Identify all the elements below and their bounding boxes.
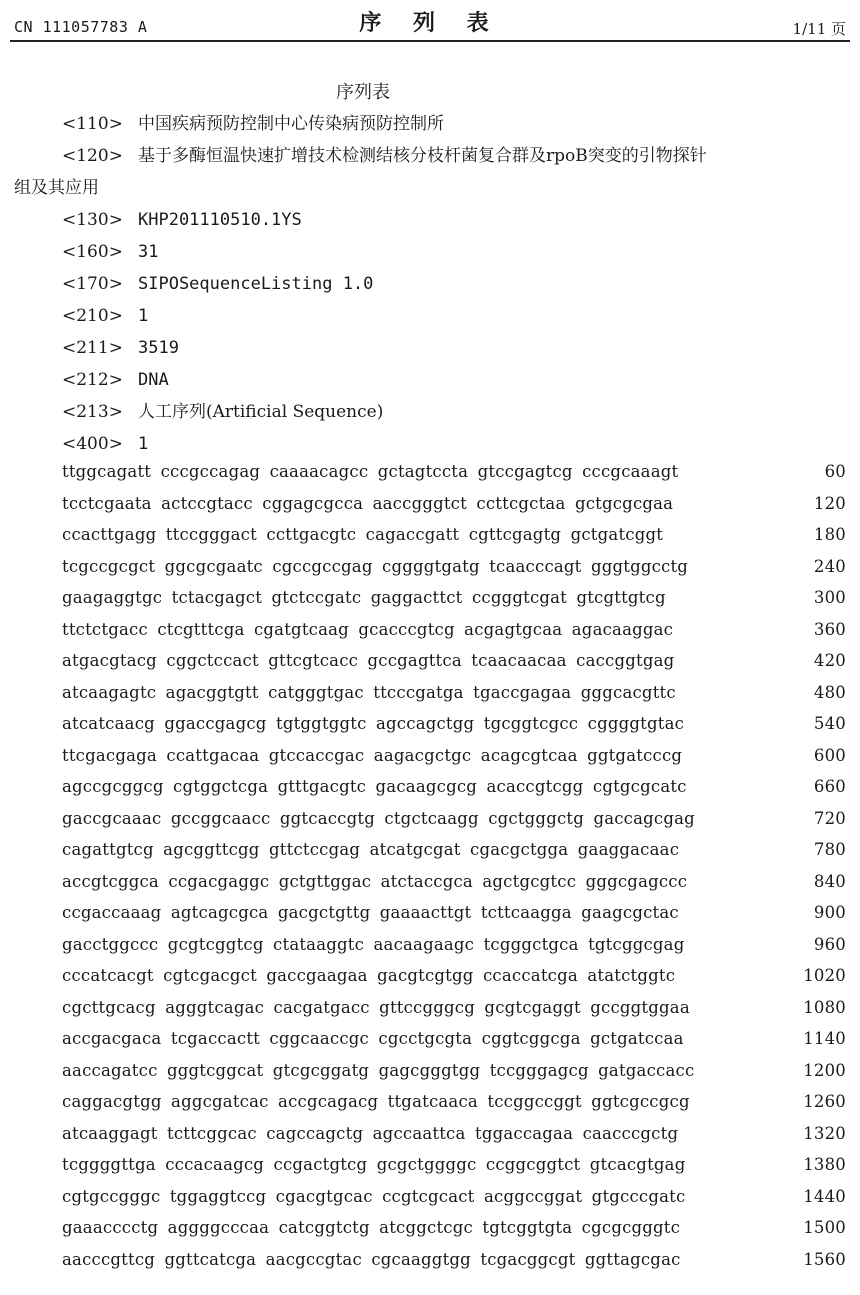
- sequence-position: 900: [813, 903, 846, 922]
- sequence-position: 1020: [803, 966, 846, 985]
- metadata-block: [0, 108, 860, 460]
- meta-tag: <211>: [62, 338, 123, 358]
- sequence-row: [62, 1181, 846, 1213]
- sequence-bases: gaagaggtgc tctacgagct gtctccgatc gaggacttct ccgggtcgat gtcgttgtcg: [62, 588, 666, 607]
- sequence-position: 300: [813, 588, 846, 607]
- patent-number: CN 111057783 A: [14, 18, 148, 36]
- sequence-bases: cgcttgcacg agggtcagac cacgatgacc gttccgggcg gcgtcgaggt gccggtggaa: [62, 997, 690, 1017]
- sequence-bases: tcctcgaata actccgtacc cggagcgcca aaccgggtct ccttcgctaa gctgcgcgaa: [62, 493, 674, 513]
- sequence-row: [62, 488, 846, 520]
- meta-tag: <210>: [62, 306, 123, 326]
- header-title: 序 列 表: [359, 11, 501, 36]
- sequence-bases: atcatcaacg ggaccgagcg tgtggtggtc agccagctgg tgcggtcgcc cggggtgtac: [62, 714, 685, 733]
- sequence-row: [62, 960, 846, 992]
- sequence-row: [62, 519, 846, 551]
- sequence-bases: ccacttgagg ttccgggact ccttgacgtc cagaccgatt cgttcgagtg gctgatcggt: [62, 525, 664, 544]
- meta-value: 3519: [138, 338, 179, 358]
- meta-row-213: [0, 396, 860, 428]
- meta-value: 1: [138, 434, 149, 454]
- meta-row-160: [0, 236, 860, 268]
- sequence-block: [62, 456, 846, 1275]
- sequence-position: 1140: [803, 1029, 846, 1048]
- sequence-position: 420: [813, 651, 846, 670]
- meta-tag: <212>: [62, 370, 123, 390]
- document-title: 序列表: [336, 82, 390, 103]
- sequence-row: [62, 1086, 846, 1118]
- sequence-bases: aaccagatcc gggtcggcat gtcgcggatg gagcgggtgg tccgggagcg gatgaccacc: [62, 1060, 695, 1080]
- sequence-row: [62, 740, 846, 772]
- sequence-bases: cgtgccgggc tggaggtccg cgacgtgcac ccgtcgcact acggccggat gtgcccgatc: [62, 1186, 686, 1206]
- sequence-row: [62, 834, 846, 866]
- meta-tag: <170>: [62, 274, 123, 294]
- meta-row-170: [0, 268, 860, 300]
- sequence-bases: aacccgttcg ggttcatcga aacgccgtac cgcaaggtgg tcgacggcgt ggttagcgac: [62, 1249, 681, 1269]
- sequence-bases: atgacgtacg cggctccact gttcgtcacc gccgagttca tcaacaacaa caccggtgag: [62, 651, 675, 670]
- sequence-row: [62, 866, 846, 898]
- sequence-position: 1200: [803, 1060, 846, 1080]
- sequence-position: 180: [813, 525, 846, 544]
- sequence-position: 480: [813, 682, 846, 702]
- sequence-position: 540: [813, 714, 846, 733]
- sequence-row: [62, 1118, 846, 1150]
- sequence-bases: gaaacccctg aggggcccaa catcggtctg atcggctcgc tgtcggtgta cgcgcgggtc: [62, 1218, 681, 1237]
- page-header: [0, 0, 860, 44]
- sequence-position: 1260: [803, 1092, 846, 1111]
- sequence-position: 1500: [803, 1218, 846, 1237]
- sequence-row: [62, 897, 846, 929]
- meta-value: KHP201110510.1YS: [138, 210, 302, 230]
- sequence-position: 720: [813, 808, 846, 828]
- sequence-row: [62, 803, 846, 835]
- sequence-row: [62, 771, 846, 803]
- sequence-row: [62, 614, 846, 646]
- sequence-position: 60: [824, 462, 846, 481]
- meta-value-continued: 组及其应用: [14, 178, 99, 198]
- sequence-position: 600: [813, 745, 846, 765]
- meta-row-211: [0, 332, 860, 364]
- sequence-row: [62, 1212, 846, 1244]
- sequence-bases: caggacgtgg aggcgatcac accgcagacg ttgatcaaca tccggccggt ggtcgccgcg: [62, 1092, 690, 1111]
- sequence-row: [62, 1244, 846, 1276]
- sequence-row: [62, 1023, 846, 1055]
- sequence-row: [62, 677, 846, 709]
- meta-value: 人工序列(Artificial Sequence): [138, 402, 384, 422]
- sequence-bases: gaccgcaaac gccggcaacc ggtcaccgtg ctgctcaagg cgctgggctg gaccagcgag: [62, 808, 695, 828]
- meta-row-120-continued: [0, 172, 860, 204]
- sequence-row: [62, 551, 846, 583]
- sequence-row: [62, 992, 846, 1024]
- sequence-bases: accgtcggca ccgacgaggc gctgttggac atctaccgca agctgcgtcc gggcgagccc: [62, 871, 688, 891]
- sequence-position: 780: [813, 840, 846, 859]
- sequence-position: 660: [813, 777, 846, 796]
- sequence-bases: tcgccgcgct ggcgcgaatc cgccgccgag cggggtgatg tcaacccagt gggtggcctg: [62, 556, 689, 576]
- sequence-bases: ttcgacgaga ccattgacaa gtccaccgac aagacgctgc acagcgtcaa ggtgatcccg: [62, 745, 683, 765]
- sequence-row: [62, 582, 846, 614]
- sequence-bases: ccgaccaaag agtcagcgca gacgctgttg gaaaacttgt tcttcaagga gaagcgctac: [62, 903, 679, 922]
- sequence-position: 960: [813, 934, 846, 954]
- meta-row-212: [0, 364, 860, 396]
- sequence-position: 240: [813, 556, 846, 576]
- sequence-bases: accgacgaca tcgaccactt cggcaaccgc cgcctgcgta cggtcggcga gctgatccaa: [62, 1029, 684, 1048]
- meta-row-210: [0, 300, 860, 332]
- sequence-bases: tcggggttga cccacaagcg ccgactgtcg gcgctggggc ccggcggtct gtcacgtgag: [62, 1155, 686, 1174]
- sequence-bases: atcaagagtc agacggtgtt catgggtgac ttcccgatga tgaccgagaa gggcacgttc: [62, 682, 676, 702]
- meta-row-110: [0, 108, 860, 140]
- page-number: 1/11 页: [792, 20, 846, 38]
- sequence-row: [62, 645, 846, 677]
- sequence-row: [62, 456, 846, 488]
- sequence-row: [62, 929, 846, 961]
- meta-row-130: [0, 204, 860, 236]
- sequence-bases: ttctctgacc ctcgtttcga cgatgtcaag gcacccgtcg acgagtgcaa agacaaggac: [62, 619, 674, 639]
- sequence-bases: gacctggccc gcgtcggtcg ctataaggtc aacaagaagc tcgggctgca tgtcggcgag: [62, 934, 685, 954]
- meta-value: 基于多酶恒温快速扩增技术检测结核分枝杆菌复合群及rpoB突变的引物探针: [138, 146, 707, 166]
- meta-value: 31: [138, 242, 159, 262]
- sequence-bases: ttggcagatt cccgccagag caaaacagcc gctagtccta gtccgagtcg cccgcaaagt: [62, 462, 679, 481]
- sequence-bases: atcaaggagt tcttcggcac cagccagctg agccaattca tggaccagaa caacccgctg: [62, 1123, 679, 1143]
- sequence-position: 1440: [803, 1186, 846, 1206]
- meta-tag: <110>: [62, 114, 123, 134]
- sequence-bases: cagattgtcg agcggttcgg gttctccgag atcatgcgat cgacgctgga gaaggacaac: [62, 840, 680, 859]
- meta-tag: <120>: [62, 146, 123, 166]
- meta-tag: <400>: [62, 434, 123, 454]
- sequence-position: 1320: [803, 1123, 846, 1143]
- meta-value: DNA: [138, 370, 169, 390]
- meta-value: 中国疾病预防控制中心传染病预防控制所: [138, 114, 444, 134]
- sequence-row: [62, 1149, 846, 1181]
- sequence-position: 1080: [803, 997, 846, 1017]
- sequence-bases: agccgcggcg cgtggctcga gtttgacgtc gacaagcgcg acaccgtcgg cgtgcgcatc: [62, 777, 687, 796]
- meta-row-120: [0, 140, 860, 172]
- sequence-position: 840: [813, 871, 846, 891]
- meta-tag: <130>: [62, 210, 123, 230]
- meta-value: 1: [138, 306, 149, 326]
- meta-tag: <160>: [62, 242, 123, 262]
- sequence-row: [62, 708, 846, 740]
- sequence-bases: cccatcacgt cgtcgacgct gaccgaagaa gacgtcgtgg ccaccatcga atatctggtc: [62, 966, 676, 985]
- sequence-position: 1380: [803, 1155, 846, 1174]
- sequence-position: 120: [813, 493, 846, 513]
- meta-value: SIPOSequenceListing 1.0: [138, 274, 374, 294]
- header-divider: [10, 40, 850, 42]
- meta-tag: <213>: [62, 402, 123, 422]
- sequence-position: 1560: [803, 1249, 846, 1269]
- sequence-position: 360: [813, 619, 846, 639]
- sequence-row: [62, 1055, 846, 1087]
